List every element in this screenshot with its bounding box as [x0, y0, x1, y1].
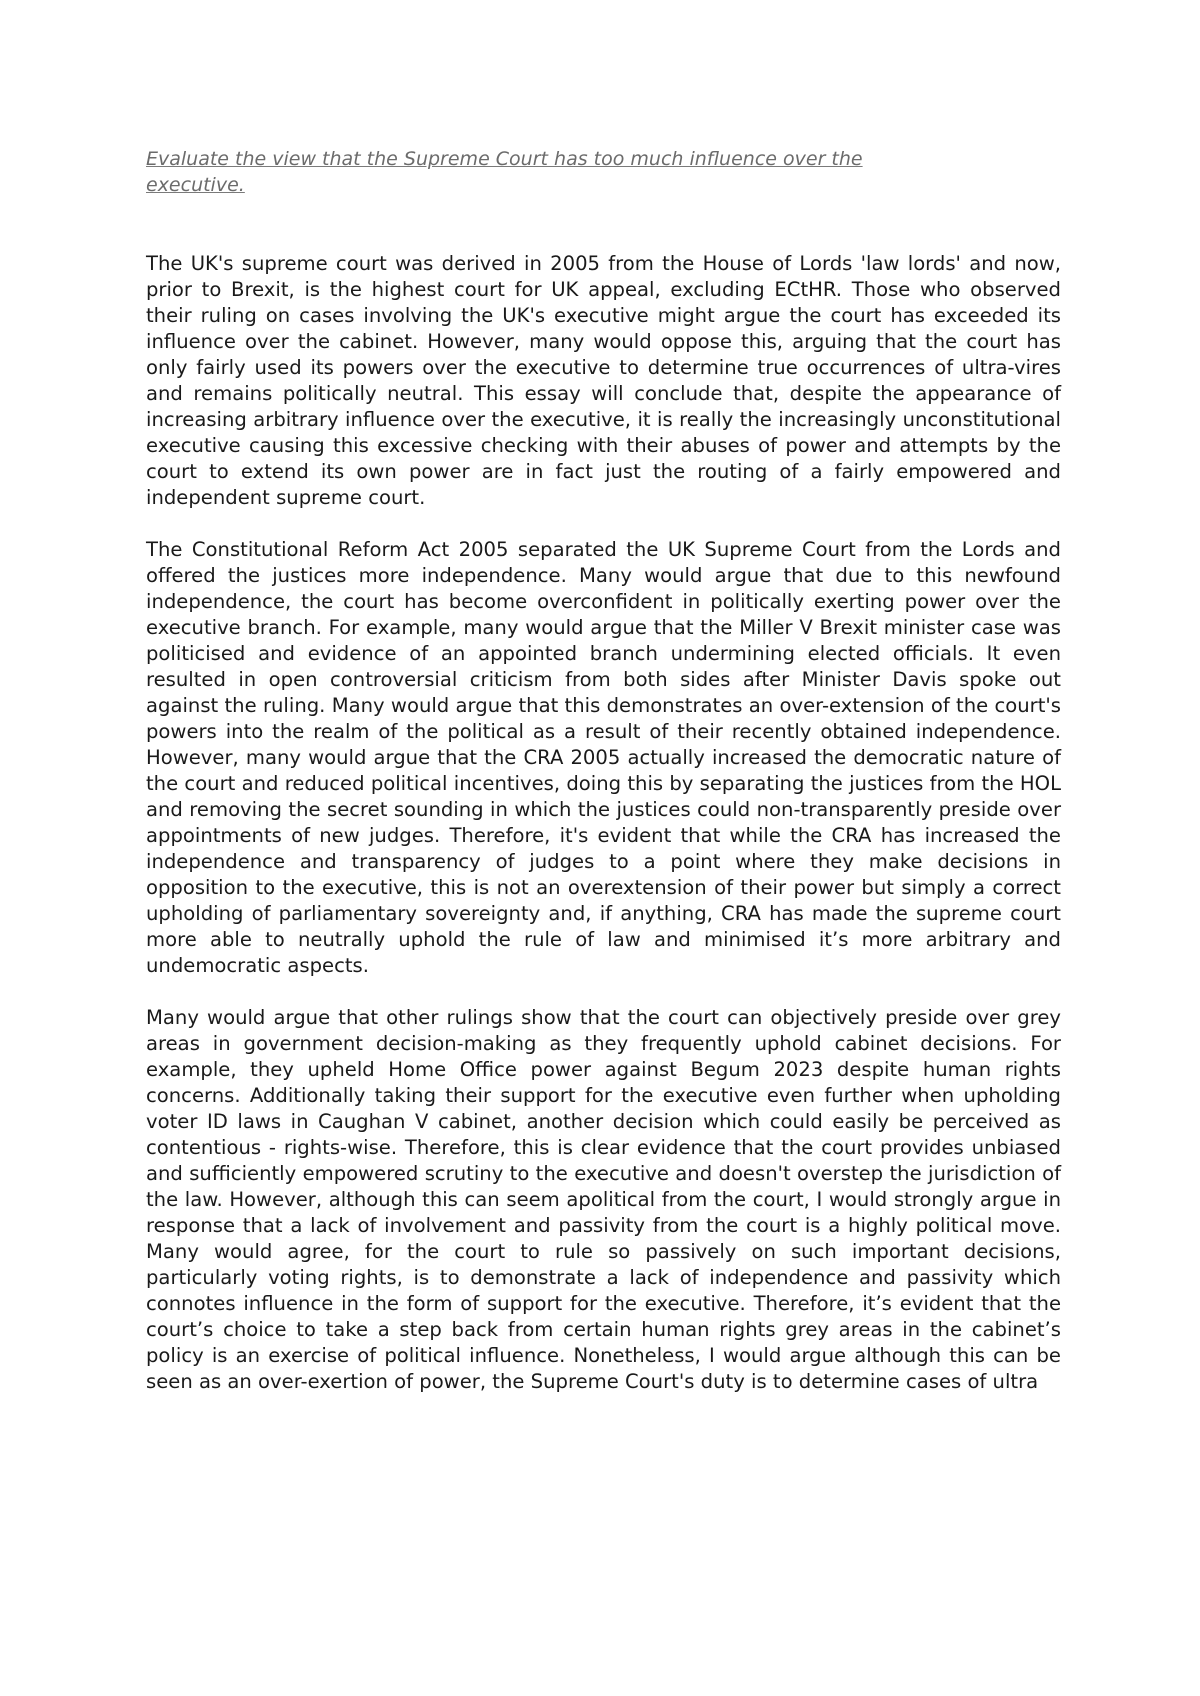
paragraph-other-rulings: Many would argue that other rulings show that the court can objectively preside over grey areas in government decision-making as they frequently uphold cabinet decisions. For example, they upheld Home Office power against Begum 2023 despite human rights concerns. Additionally taking their support for the executive even further when upholding voter ID laws in Caughan V cabinet, another decision which could easily be perceived as contentious - rights-wise. Therefore, this is clear evidence that the court provides unbiased and sufficiently empowered scrutiny to the executive and doesn't overstep the jurisdiction of the law. However, although this can seem apolitical from the court, I would strongly argue in response that a lack of involvement and passivity from the court is a highly political move. Many would agree, for the court to rule so passively on such important decisions, particularly voting rights, is to demonstrate a lack of independence and passivity which connotes influence in the form of support for the executive. Therefore, it’s evident that the court’s choice to take a step back from certain human rights grey areas in the cabinet’s policy is an exercise of political influence. Nonetheless, I would argue although this can be seen as an over-exertion of power, the Supreme Court's duty is to determine cases of ultra [146, 1006, 1061, 1393]
paragraph-introduction: The UK's supreme court was derived in 2005 from the House of Lords 'law lords' and now, prior to Brexit, is the highest court for UK appeal, excluding ECtHR. Those who observed their ruling on cases involving the UK's executive might argue the court has exceeded its influence over the cabinet. However, many would oppose this, arguing that the court has only fairly used its powers over the executive to determine true occurrences of ultra-vires and remains politically neutral. This essay will conclude that, despite the appearance of increasing arbitrary influence over the executive, it is really the increasingly unconstitutional executive causing this excessive checking with their abuses of power and attempts by the court to extend its own power are in fact just the routing of a fairly empowered and independent supreme court. [146, 252, 1061, 509]
essay-question-title: Evaluate the view that the Supreme Court has too much influence over the executive. [146, 148, 863, 196]
essay-body [146, 251, 1061, 1421]
paragraph-cra-2005: The Constitutional Reform Act 2005 separated the UK Supreme Court from the Lords and offered the justices more independence. Many would argue that due to this newfound independence, the court has become overconfident in politically exerting power over the executive branch. For example, many would argue that the Miller V Brexit minister case was politicised and evidence of an appointed branch undermining elected officials. It even resulted in open controversial criticism from both sides after Minister Davis spoke out against the ruling. Many would argue that this demonstrates an over-extension of the court's powers into the realm of the political as a result of their recently obtained independence. However, many would argue that the CRA 2005 actually increased the democratic nature of the court and reduced political incentives, doing this by separating the justices from the HOL and removing the secret sounding in which the justices could non-transparently preside over appointments of new judges. Therefore, it's evident that while the CRA has increased the independence and transparency of judges to a point where they make decisions in opposition to the executive, this is not an overextension of their power but simply a correct upholding of parliamentary sovereignty and, if anything, CRA has made the supreme court more able to neutrally uphold the rule of law and minimised it’s more arbitrary and undemocratic aspects. [146, 538, 1061, 977]
